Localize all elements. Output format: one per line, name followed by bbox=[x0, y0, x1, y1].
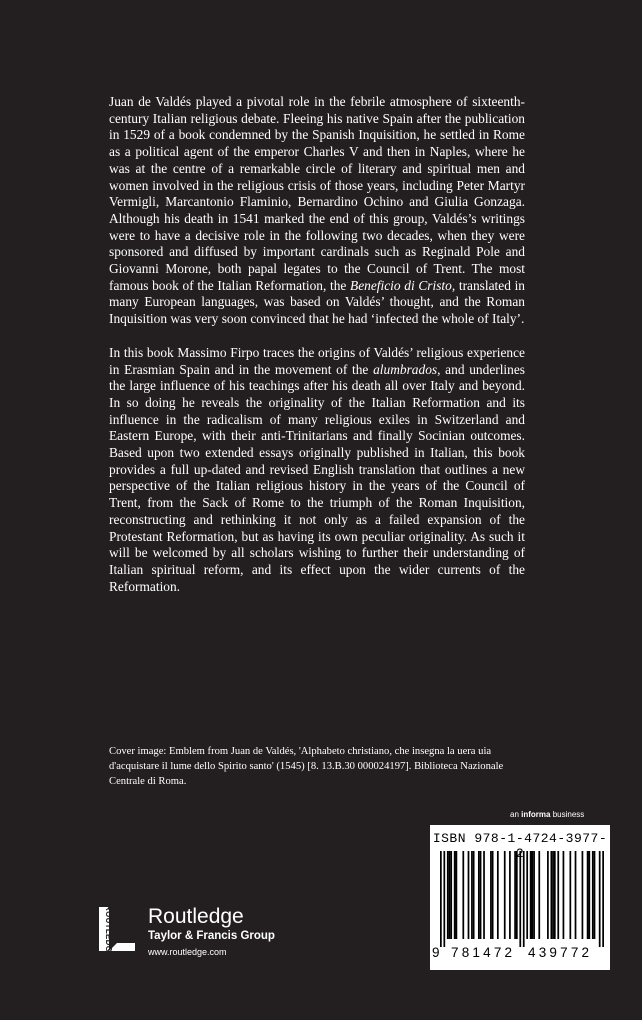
barcode-bar bbox=[504, 851, 506, 939]
barcode-bar bbox=[454, 851, 456, 939]
back-cover-blurb bbox=[109, 94, 525, 612]
barcode-bar bbox=[526, 851, 528, 939]
barcode-bar bbox=[563, 851, 565, 939]
barcode-bar bbox=[599, 851, 601, 947]
barcode-bar bbox=[554, 851, 556, 939]
barcode-bar bbox=[490, 851, 492, 939]
barcode-bar bbox=[602, 851, 604, 947]
barcode-bar bbox=[523, 851, 525, 947]
barcode-bar bbox=[582, 851, 584, 939]
routledge-vertical-wordmark: ROUTLEDGE bbox=[104, 905, 113, 958]
barcode-bar bbox=[483, 851, 485, 939]
barcode-bar bbox=[533, 851, 535, 939]
blurb-paragraph-2: In this book Massimo Firpo traces the origins of Valdés’ religious experience in Erasmian Spain and in the movement of the alumbrados, and underlines the large influence of his teachings after his death all over Italy and beyond. In so doing he reveals the originality of the Italian Reformation and its influence in the radicalism of many religious exiles in Switzerland and Eastern Europe, with their anti-Trinitarians and finally Socinian outcomes. Based upon two extended essays originally published in Italian, this book provides a full up-dated and revised English translation that outlines a new perspective of the Italian religious history in the years of the Council of Trent, from the Sack of Rome to the triumph of the Roman Inquisition, reconstructing and rethinking it not only as a failed expansion of the Protestant Reformation, but as having its own peculiar originality. As such it will be welcomed by all scholars wishing to further their understanding of Italian spiritual reform, and its effect upon the wider currents of the Reformation. bbox=[109, 344, 526, 594]
barcode-digit-first: 9 bbox=[432, 945, 440, 960]
publisher-url[interactable]: www.routledge.com bbox=[148, 947, 227, 957]
barcode-bar bbox=[478, 851, 480, 939]
barcode-bar bbox=[550, 851, 552, 939]
isbn-label: ISBN 978-1-4724-3977- bbox=[432, 831, 608, 846]
barcode-bar bbox=[447, 851, 449, 939]
barcode-bar bbox=[473, 851, 475, 939]
barcode-bar bbox=[538, 851, 540, 939]
barcode-bar bbox=[519, 851, 521, 947]
barcode-bar bbox=[530, 851, 532, 939]
barcode-bar bbox=[516, 851, 518, 939]
barcode-bar bbox=[547, 851, 549, 939]
routledge-logo-icon bbox=[97, 903, 137, 955]
isbn-barcode bbox=[430, 825, 610, 970]
barcode-bar bbox=[552, 851, 554, 939]
informa-business-tag: an informa business bbox=[510, 810, 585, 819]
barcode-bar bbox=[569, 851, 571, 939]
publisher-block bbox=[148, 906, 275, 959]
publisher-group: Taylor & Francis Group bbox=[148, 930, 275, 942]
barcode-bars bbox=[440, 851, 604, 947]
barcode-bar bbox=[449, 851, 451, 939]
barcode-bar bbox=[557, 851, 559, 939]
barcode-bar bbox=[492, 851, 494, 939]
barcode-bar bbox=[468, 851, 470, 939]
barcode-bar bbox=[588, 851, 590, 939]
barcode-bar bbox=[480, 851, 482, 939]
blurb-paragraph-1: Juan de Valdés played a pivotal role in the febrile atmosphere of sixteenth-century Italian religious debate. Fleeing his native Spain after the publication in 1529 of a book condemned by the Spanish Inquisition, he settled in Rome as a political agent of the emperor Charles V and then in Naples, where he was at the centre of a remarkable circle of literary and spiritual men and women involved in the religious crisis of those years, including Peter Martyr Vermigli, Marcantonio Flaminio, Bernardino Ochino and Giulia Gonzaga. Although his death in 1541 marked the end of this group, Valdés’s writings were to have a decisive role in the following two decades, when they were sponsored and diffused by important cardinals such as Reginald Pole and Giovanni Morone, both papal legates to the Council of Trent. The most famous book of the Italian Reformation, the Beneficio di Cristo, translated in many European languages, was based on Valdés’ thought, and the Roman Inquisition was very soon convinced that he had ‘infected the whole of Italy’. bbox=[109, 94, 525, 327]
barcode-bar bbox=[450, 851, 452, 939]
barcode-bar bbox=[592, 851, 594, 939]
barcode-bar bbox=[440, 851, 442, 947]
barcode-digits-left: 781472 bbox=[451, 945, 516, 960]
barcode-bar bbox=[443, 851, 445, 947]
barcode-bar bbox=[471, 851, 473, 939]
barcode-bar bbox=[531, 851, 533, 939]
barcode-bar bbox=[594, 851, 596, 939]
barcode-bar bbox=[497, 851, 499, 939]
barcode-digits-right: 439772 bbox=[528, 945, 593, 960]
barcode-bar bbox=[575, 851, 577, 939]
barcode-bar bbox=[462, 851, 464, 939]
cover-image-credit: Cover image: Emblem from Juan de Valdés, 'Alphabeto christiano, che insegna la uera uia d'acquistare il lume dello Spirito santo' (1545) [8. 13.B.30 000024197]. Biblioteca Nazionale Centrale di Roma. bbox=[109, 746, 504, 787]
barcode-bar bbox=[514, 851, 516, 939]
barcode-bar bbox=[509, 851, 511, 939]
publisher-name: Routledge bbox=[148, 905, 244, 928]
barcode-bar bbox=[587, 851, 589, 939]
barcode-bar bbox=[456, 851, 458, 939]
